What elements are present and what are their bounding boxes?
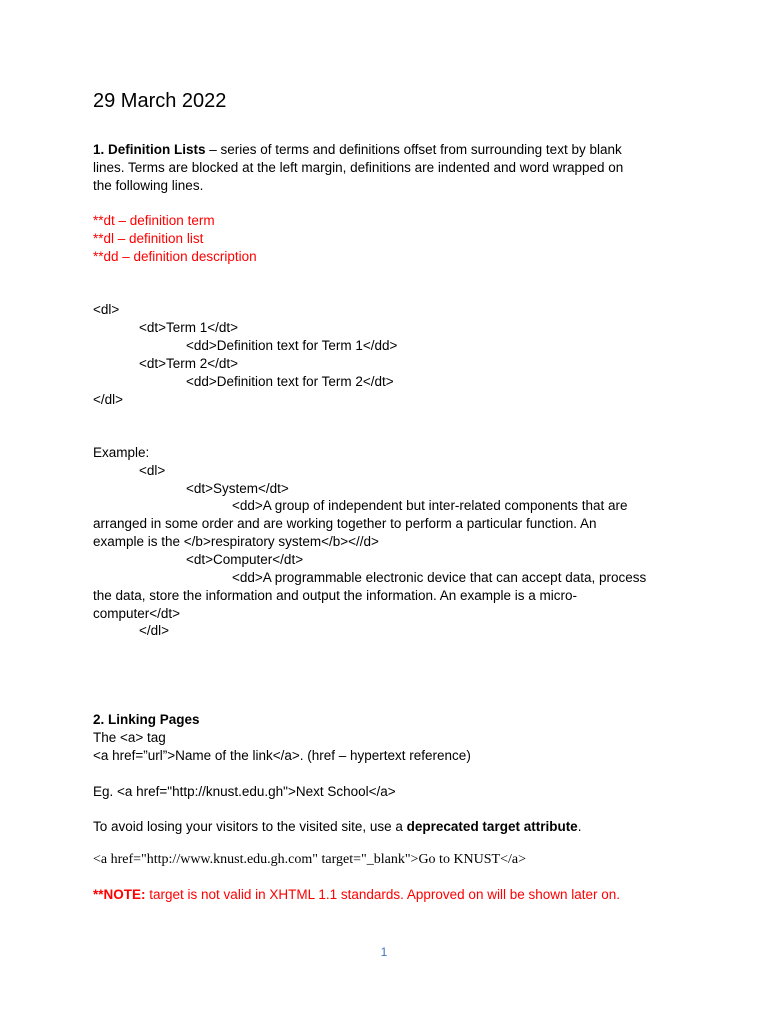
example-line: arranged in some order and are working together to perform a particular function. An xyxy=(93,516,597,531)
example-line: computer</dt> xyxy=(93,606,181,621)
syntax-line: <dt>Term 1</dt> xyxy=(139,320,239,335)
section1-intro-line-3: the following lines. xyxy=(93,178,204,193)
example-line: <dd>A programmable electronic device that can accept data, process xyxy=(232,570,647,585)
note-dd: **dd – definition description xyxy=(93,249,257,264)
example-line: <dl> xyxy=(139,463,166,478)
section2-heading xyxy=(93,711,200,729)
example-line: example is the </b>respiratory system</b><//d> xyxy=(93,534,379,549)
example-label: Example: xyxy=(93,445,150,460)
avoid-text-pre: To avoid losing your visitors to the visited site, use a xyxy=(93,819,407,834)
section2-example: Eg. <a href="http://knust.edu.gh">Next School</a> xyxy=(93,784,396,799)
example-line: <dd>A group of independent but inter-related components that are xyxy=(232,498,628,513)
note-dt: **dt – definition term xyxy=(93,213,215,228)
syntax-line: <dt>Term 2</dt> xyxy=(139,356,239,371)
section1-intro-text: – series of terms and definitions offset from surrounding text by blank xyxy=(205,142,622,157)
section1-heading: 1. Definition Lists xyxy=(93,142,206,157)
note-label: **NOTE: xyxy=(93,887,146,902)
syntax-line: <dd>Definition text for Term 2</dt> xyxy=(186,374,394,389)
example-line: the data, store the information and output the information. An example is a micro- xyxy=(93,588,578,603)
avoid-text-post: . xyxy=(577,819,582,834)
example-line: <dt>System</dt> xyxy=(186,481,289,496)
section1-intro-line-1 xyxy=(93,141,622,159)
example-line: <dt>Computer</dt> xyxy=(186,552,304,567)
page-number: 1 xyxy=(380,945,388,959)
section2-line: <a href=”url”>Name of the link</a>. (href – hypertext reference) xyxy=(93,748,471,763)
avoid-text-bold: deprecated target attribute xyxy=(406,819,578,834)
page-date: 29 March 2022 xyxy=(93,90,227,112)
syntax-line: <dl> xyxy=(93,302,120,317)
syntax-line: </dl> xyxy=(93,392,124,407)
section2-note xyxy=(93,886,620,904)
syntax-line: <dd>Definition text for Term 1</dd> xyxy=(186,338,398,353)
note-dl: **dl – definition list xyxy=(93,231,204,246)
section2-avoid-text xyxy=(93,818,581,836)
example-line: </dl> xyxy=(139,623,170,638)
section1-intro-line-2: lines. Terms are blocked at the left margin, definitions are indented and word wrapped on xyxy=(93,160,624,175)
section2-heading-text: 2. Linking Pages xyxy=(93,712,200,727)
section2-code: <a href="http://www.knust.edu.gh.com" target="_blank">Go to KNUST</a> xyxy=(93,852,527,867)
note-text: target is not valid in XHTML 1.1 standards. Approved on will be shown later on. xyxy=(145,887,621,902)
section2-line: The <a> tag xyxy=(93,730,166,745)
